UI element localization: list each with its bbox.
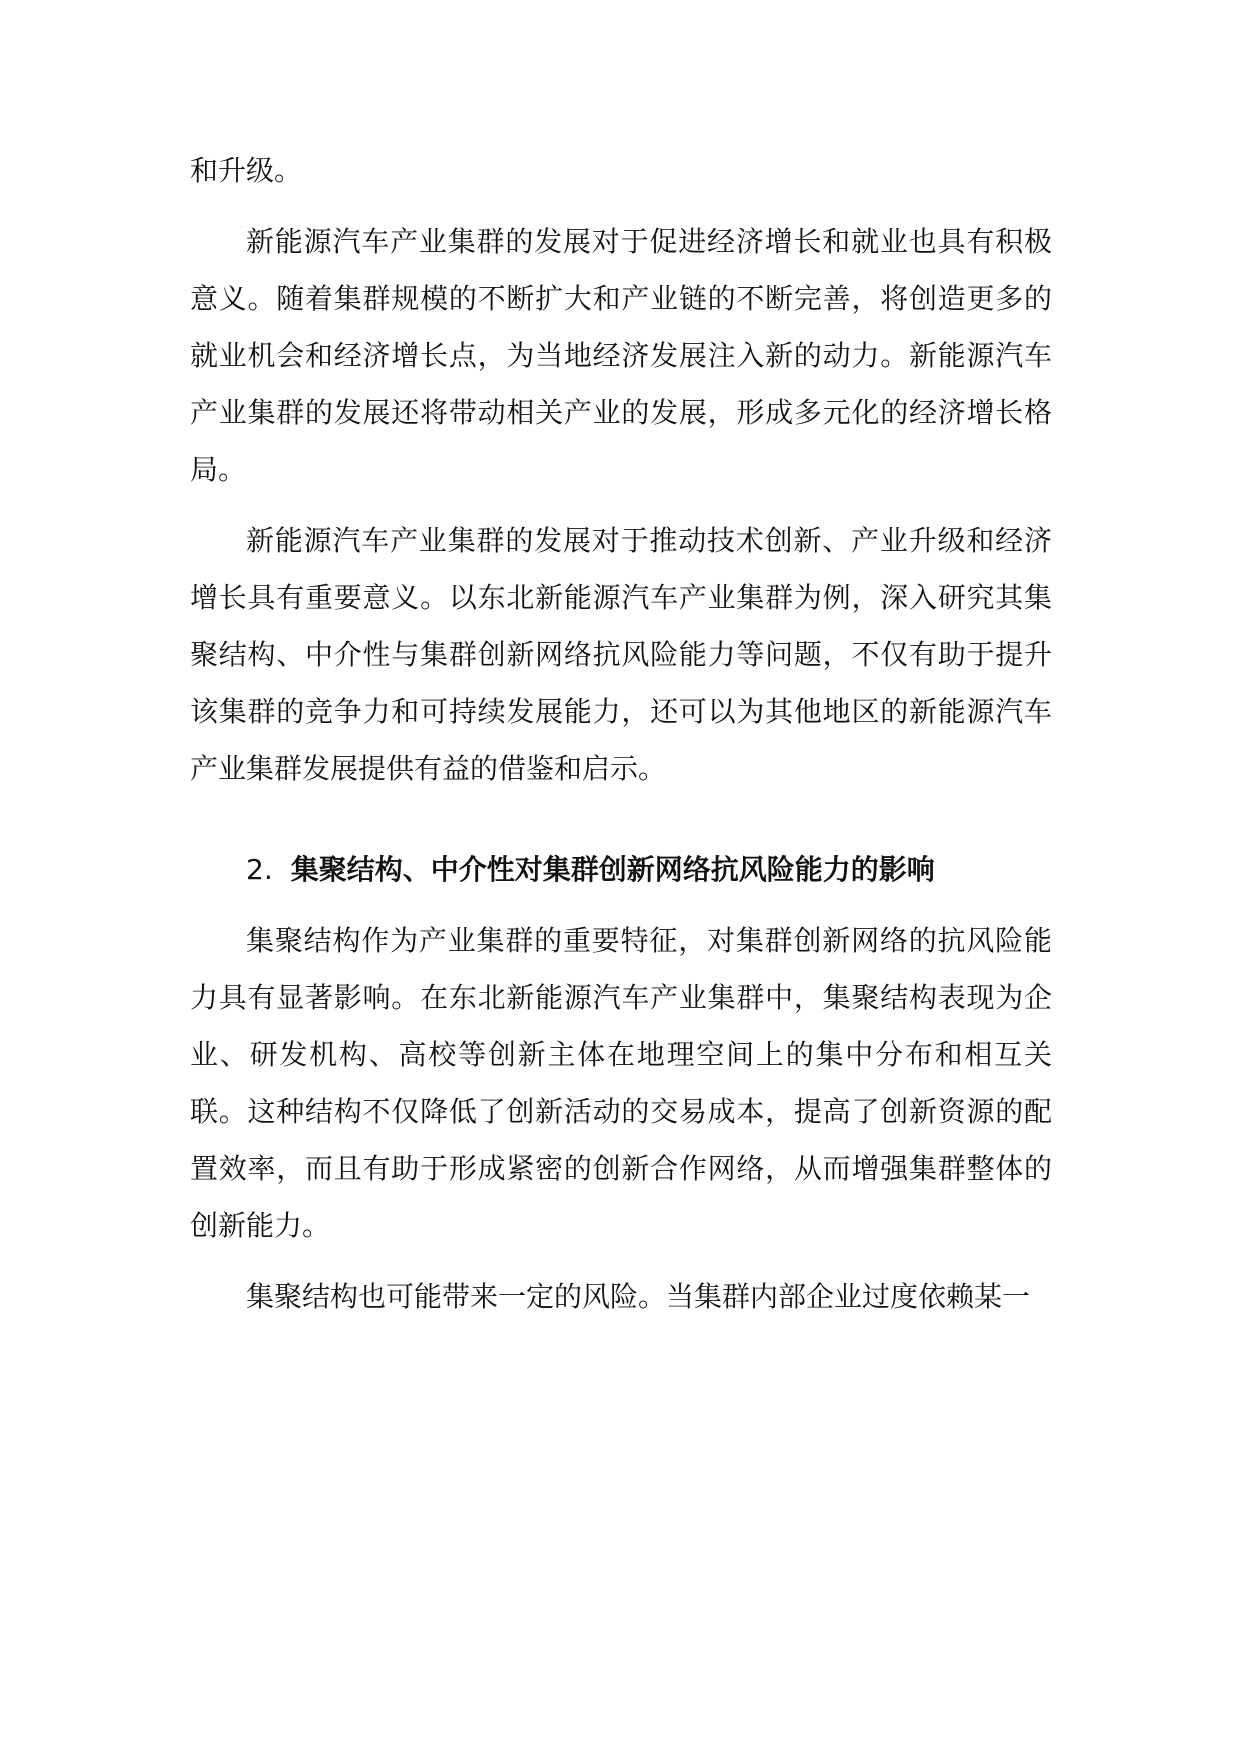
section-heading: [190, 841, 1052, 898]
paragraph-significance: 新能源汽车产业集群的发展对于推动技术创新、产业升级和经济增长具有重要意义。以东北新能源汽车产业集群为例，深入研究其集聚结构、中介性与集群创新网络抗风险能力等问题，不仅有助于提升该集群的竞争力和可持续发展能力，还可以为其他地区的新能源汽车产业集群发展提供有益的借鉴和启示。: [190, 524, 1052, 785]
paragraph-agglomeration-structure: 集聚结构作为产业集群的重要特征，对集群创新网络的抗风险能力具有显著影响。在东北新能源汽车产业集群中，集聚结构表现为企业、研发机构、高校等创新主体在地理空间上的集中分布和相互关联。这种结构不仅降低了创新活动的交易成本，提高了创新资源的配置效率，而且有助于形成紧密的创新合作网络，从而增强集群整体的创新能力。: [190, 924, 1052, 1242]
paragraph-agglomeration-risk: 集聚结构也可能带来一定的风险。当集群内部企业过度依赖某一: [246, 1280, 1031, 1313]
section-title: 集聚结构、中介性对集群创新网络抗风险能力的影响: [290, 853, 935, 886]
paragraph-continuation: 和升级。: [190, 154, 303, 187]
section-number: 2.: [246, 853, 273, 886]
text-column: [190, 142, 1052, 1325]
paragraph-economic-growth: 新能源汽车产业集群的发展对于促进经济增长和就业也具有积极意义。随着集群规模的不断扩大和产业链的不断完善，将创造更多的就业机会和经济增长点，为当地经济发展注入新的动力。新能源汽车产业集群的发展还将带动相关产业的发展，形成多元化的经济增长格局。: [190, 225, 1052, 486]
